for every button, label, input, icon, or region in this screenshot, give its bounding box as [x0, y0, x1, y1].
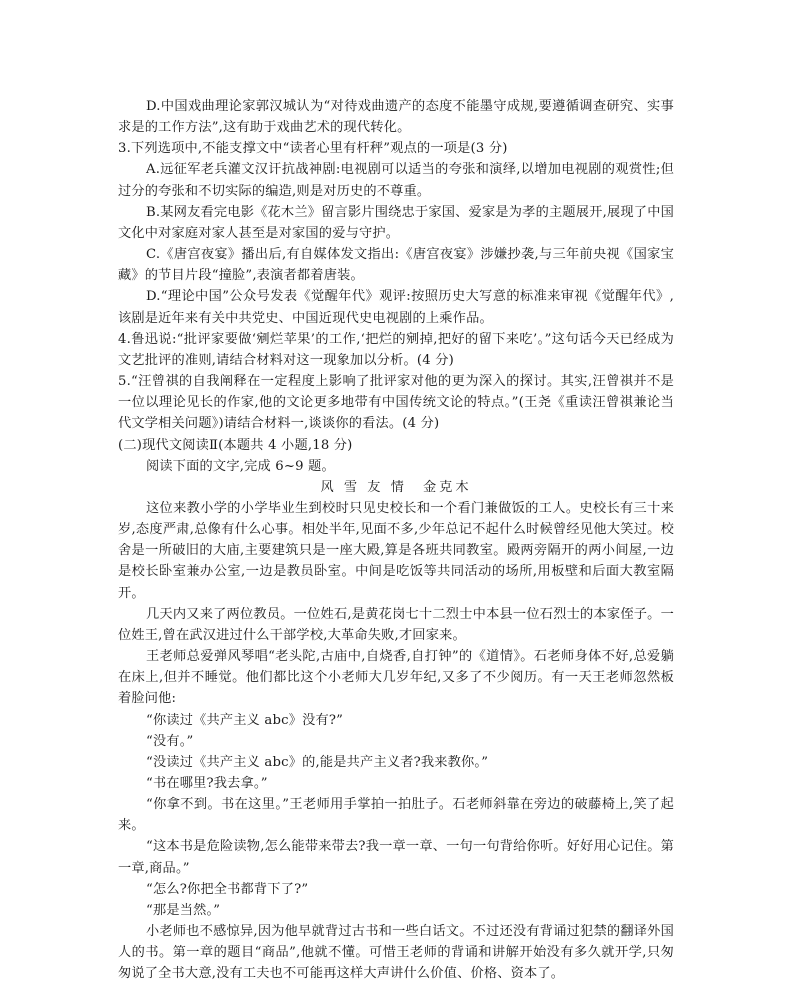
dialogue-line: “没读过《共产主义 abc》的,能是共产主义者?我来教你。” — [146, 754, 489, 770]
dialogue-line: “书在哪里?我去拿。” — [146, 776, 268, 791]
option-d2-paragraph: D.“理论中国”公众号发表《觉醒年代》观评:按照历史大写意的标准来审视《觉醒年代》,该剧是近年来有关中共党史、中国近现代史电视剧的上乘作品。 — [118, 289, 674, 326]
story-paragraph: 王老师总爱弹风琴唱“老头陀,古庙中,自烧香,自打钟”的《道情》。石老师身体不好,总爱躺在床上,但并不睡觉。他们都比这个小老师大几岁年纪,又多了不少阅历。有一天王老师忽然板着脸问他: — [118, 649, 674, 707]
document-body — [118, 96, 674, 985]
story-paragraph: 几天内又来了两位教员。一位姓石,是黄花岗七十二烈士中本县一位石烈士的本家侄子。一位姓王,曾在武汉进过什么干部学校,大革命失败,才回家来。 — [118, 606, 674, 643]
option-c-paragraph: C.《唐宫夜宴》播出后,有自媒体发文指出:《唐宫夜宴》涉嫌抄袭,与三年前央视《国家宝藏》的节目片段“撞脸”,表演者都着唐装。 — [118, 247, 674, 284]
question-5: 5.“汪曾祺的自我阐释在一定程度上影响了批评家对他的更为深入的探讨。其实,汪曾祺并不是一位以理论见长的作家,他的文论更多地带有中国传统文论的特点。”(王尧《重读汪曾祺兼论当代文学相关问题》)请结合材料一,谈谈你的看法。(4 分) — [118, 374, 674, 432]
article-title: 风 雪 友 情 金克木 — [320, 479, 472, 495]
story-paragraph: 小老师也不感惊异,因为他早就背过古书和一些白话文。不过还没有背诵过犯禁的翻译外国人的书。第一章的题目“商品”,他就不懂。可惜王老师的背诵和讲解开始没有多久就开学,只匆匆说了全书大意,没有工夫也不可能再这样大声讲什么价值、价格、资本了。 — [118, 924, 674, 982]
question-3: 3.下列选项中,不能支撑文中“读者心里有杆秤”观点的一项是(3 分) — [118, 141, 508, 157]
option-d-paragraph: D.中国戏曲理论家郭汉城认为“对待戏曲遗产的态度不能墨守成规,要遵循调查研究、实事求是的工作方法”,这有助于戏曲艺术的现代转化。 — [118, 99, 674, 136]
dialogue-line: “这本书是危险读物,怎么能带来带去?我一章一章、一句一句背给你听。好好用心记住。第一章,商品。” — [118, 839, 674, 876]
option-b-paragraph: B.某网友看完电影《花木兰》留言影片围绕忠于家国、爱家是为孝的主题展开,展现了中国文化中对家庭对家人甚至是对家国的爱与守护。 — [118, 204, 674, 241]
section-heading: (二)现代文阅读Ⅱ(本题共 4 小题,18 分) — [118, 437, 353, 453]
dialogue-line: “那是当然。” — [146, 902, 221, 918]
story-paragraph: 这位来教小学的小学毕业生到校时只见史校长和一个看门兼做饭的工人。史校长有三十来岁,态度严肃,总像有什么心事。相处半年,见面不多,少年总记不起什么时候曾经见他大笑过。校舍是一所破旧的大庙,主要建筑只是一座大殿,算是各班共同教室。殿两旁隔开的两小间屋,一边是校长卧室兼办公室,一边是教员卧室。中间是吃饭等共同活动的场所,用板壁和后面大教室隔开。 — [118, 500, 674, 601]
dialogue-line: “怎么?你把全书都背下了?” — [146, 881, 309, 897]
reading-instruction: 阅读下面的文字,完成 6~9 题。 — [146, 458, 335, 474]
dialogue-line: “你读过《共产主义 abc》没有?” — [146, 712, 344, 728]
dialogue-line: “没有。” — [146, 733, 194, 749]
dialogue-line: “你拿不到。书在这里。”王老师用手掌拍一拍肚子。石老师斜靠在旁边的破藤椅上,笑了起来。 — [118, 797, 674, 834]
question-4: 4.鲁迅说:“批评家要做‘剜烂苹果’的工作,‘把烂的剜掉,把好的留下来吃’。”这句话今天已经成为文艺批评的准则,请结合材料对这一现象加以分析。(4 分) — [118, 331, 674, 368]
option-a-paragraph: A.远征军老兵灌文汉讦抗战神剧:电视剧可以适当的夸张和演绎,以增加电视剧的观赏性;但过分的夸张和不切实际的编造,则是对历史的不尊重。 — [118, 162, 674, 199]
